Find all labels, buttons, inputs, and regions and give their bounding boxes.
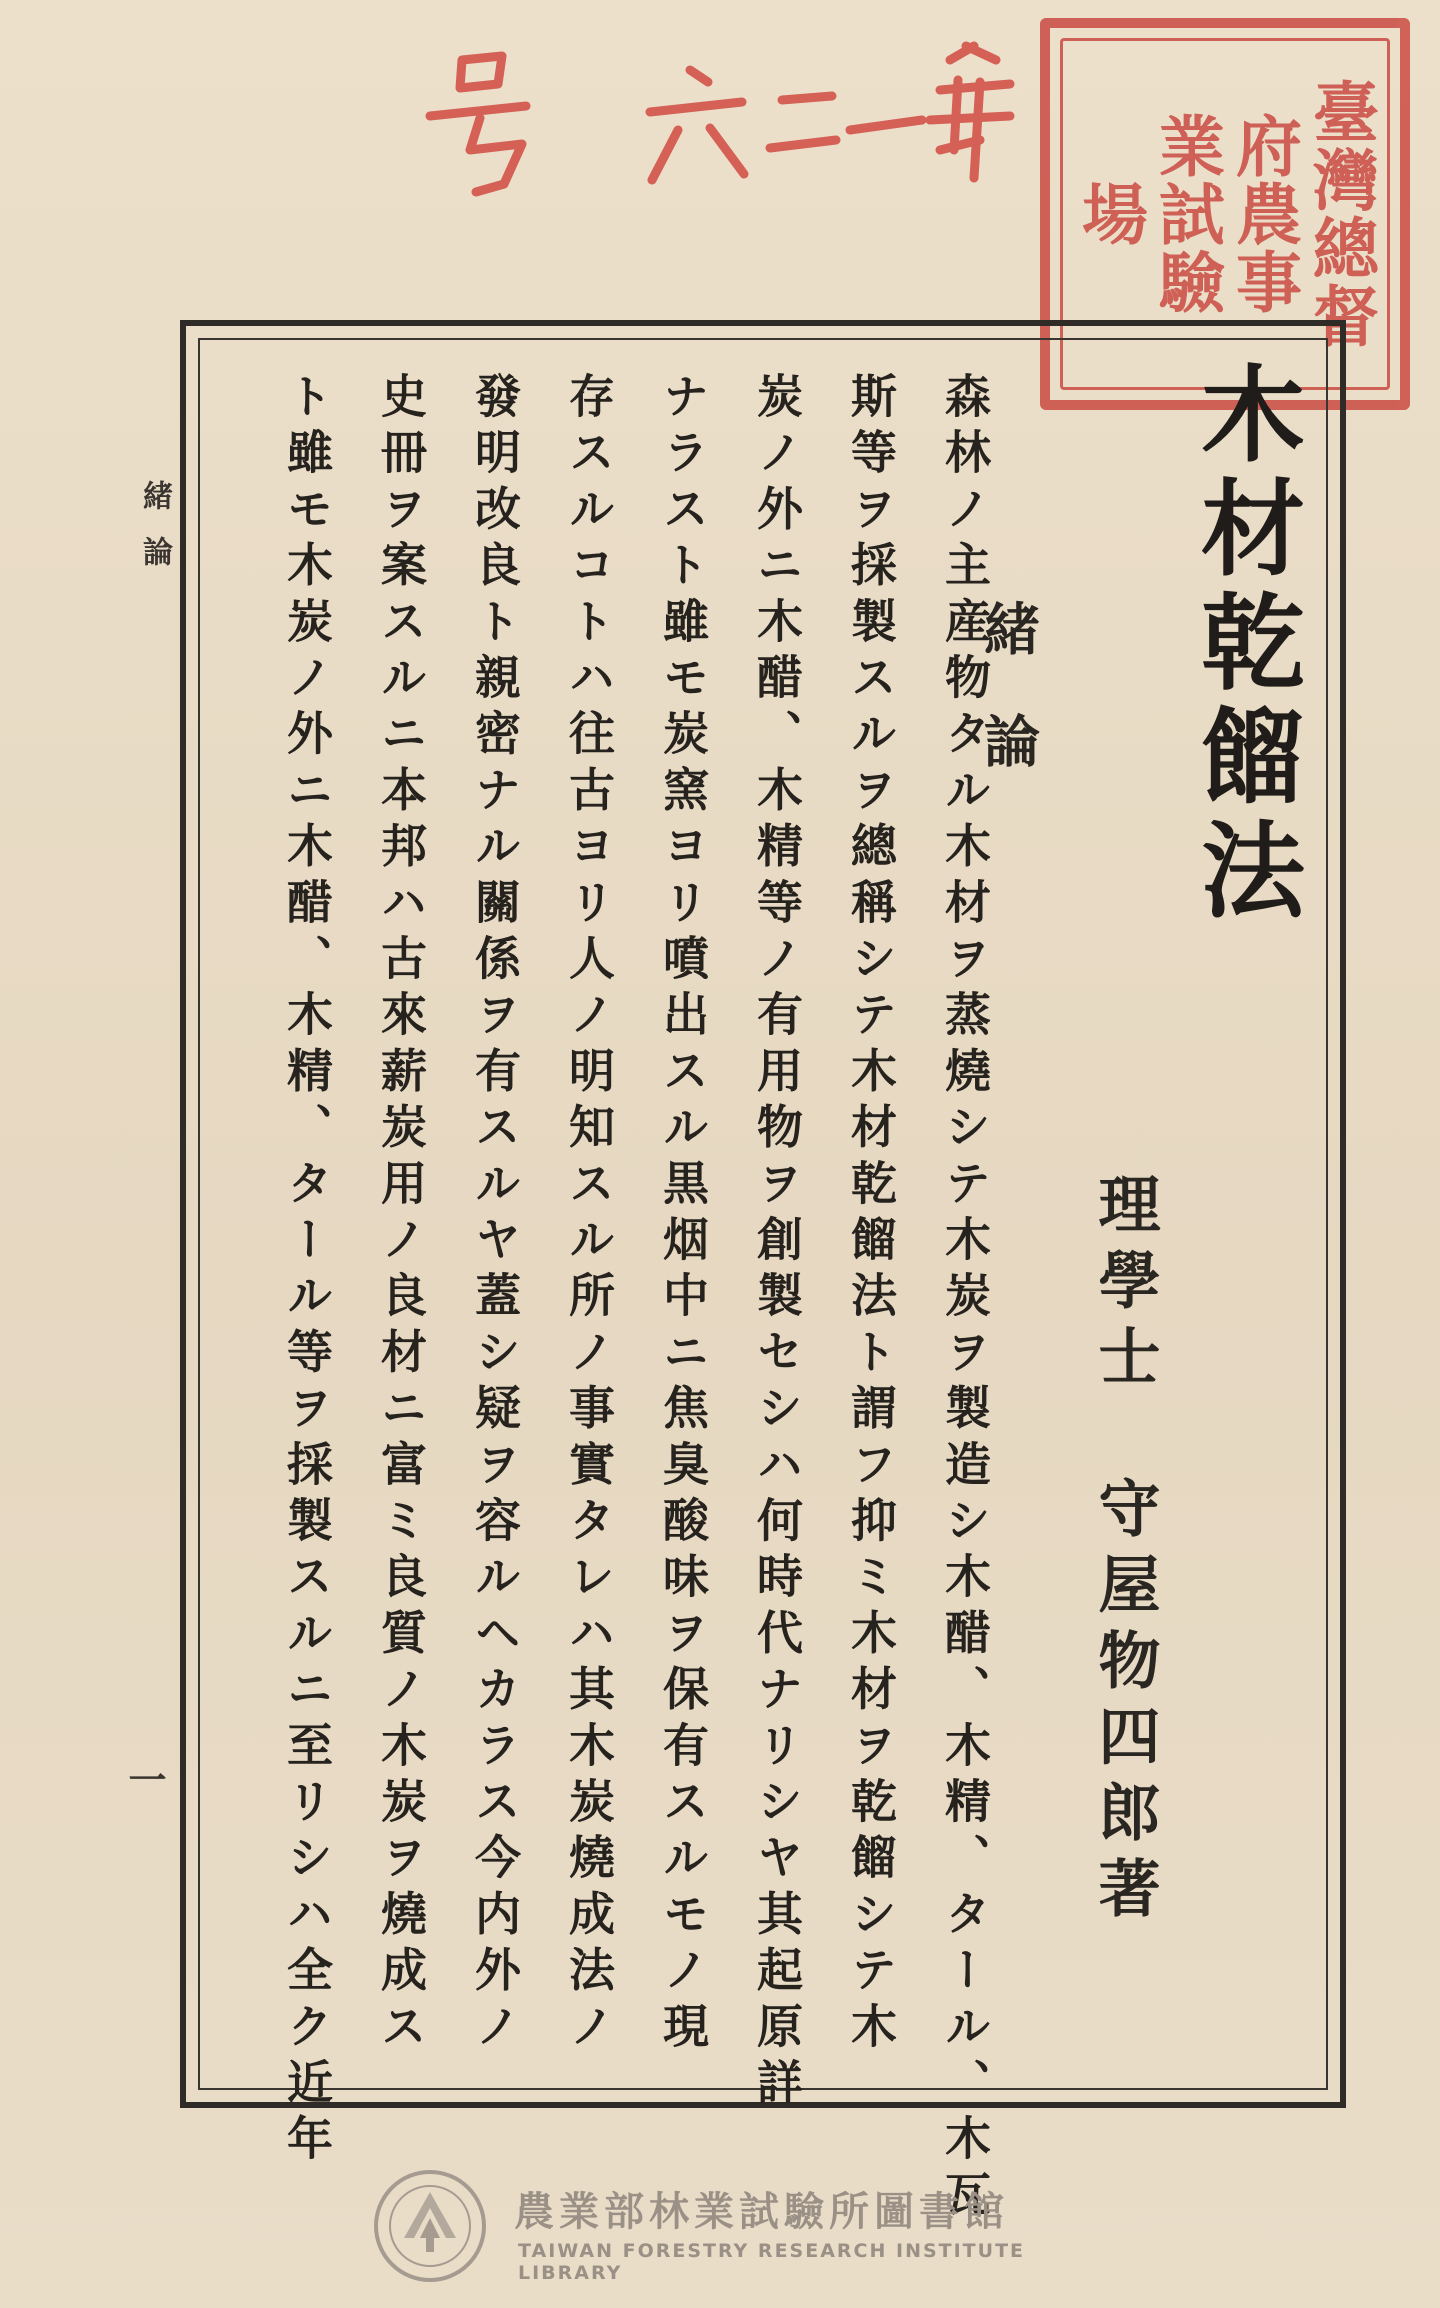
seal-column: 業試驗 [1147, 112, 1226, 316]
page-number: 一 [122, 1760, 167, 1798]
library-name-chinese: 農業部林業試驗所圖書館 [514, 2188, 1009, 2235]
seal-column: 府農事 [1224, 112, 1303, 316]
seal-column: 場 [1070, 180, 1149, 248]
seal-column: 臺灣總督 [1301, 78, 1380, 350]
author-name: 守屋物四郎著 [1088, 1476, 1161, 1932]
library-watermark [372, 2168, 1072, 2288]
author-degree: 理學士 [1088, 1172, 1161, 1400]
book-title: 木材乾餾法 [1183, 360, 1306, 930]
accession-mark-graphic [410, 20, 1030, 220]
body-column: 森林ノ主産物タル木材ヲ蒸燒シテ木炭ヲ製造シ木醋、木精、タール、木瓦 [938, 372, 992, 2227]
body-column: 發明改良ト親密ナル關係ヲ有スルヤ蓋シ疑ヲ容ルヘカラス今内外ノ [468, 372, 522, 2058]
library-logo-icon [372, 2168, 488, 2284]
body-column: 斯等ヲ採製スルヲ總稱シテ木材乾餾法ト謂フ抑ミ木材ヲ乾餾シテ木 [844, 372, 898, 2058]
accession-mark [410, 20, 1030, 220]
body-column: 存スルコトハ往古ヨリ人ノ明知スル所ノ事實タレハ其木炭燒成法ノ [562, 372, 616, 2058]
section-heading: 緒論 [975, 600, 1041, 824]
body-column: 史冊ヲ案スルニ本邦ハ古來薪炭用ノ良材ニ富ミ良質ノ木炭ヲ燒成ス [374, 372, 428, 2058]
body-column: 炭ノ外ニ木醋、木精等ノ有用物ヲ創製セシハ何時代ナリシヤ其起原詳 [750, 372, 804, 2115]
running-head: 緒論 [137, 480, 172, 592]
body-column: ナラスト雖モ炭窯ヨリ噴出スル黒烟中ニ焦臭酸味ヲ保有スルモノ現 [656, 372, 710, 2058]
body-column: ト雖モ木炭ノ外ニ木醋、木精、タール等ヲ採製スルニ至リシハ全ク近年 [280, 372, 334, 2171]
library-name-english: TAIWAN FORESTRY RESEARCH INSTITUTE LIBRARY [518, 2240, 1026, 2284]
